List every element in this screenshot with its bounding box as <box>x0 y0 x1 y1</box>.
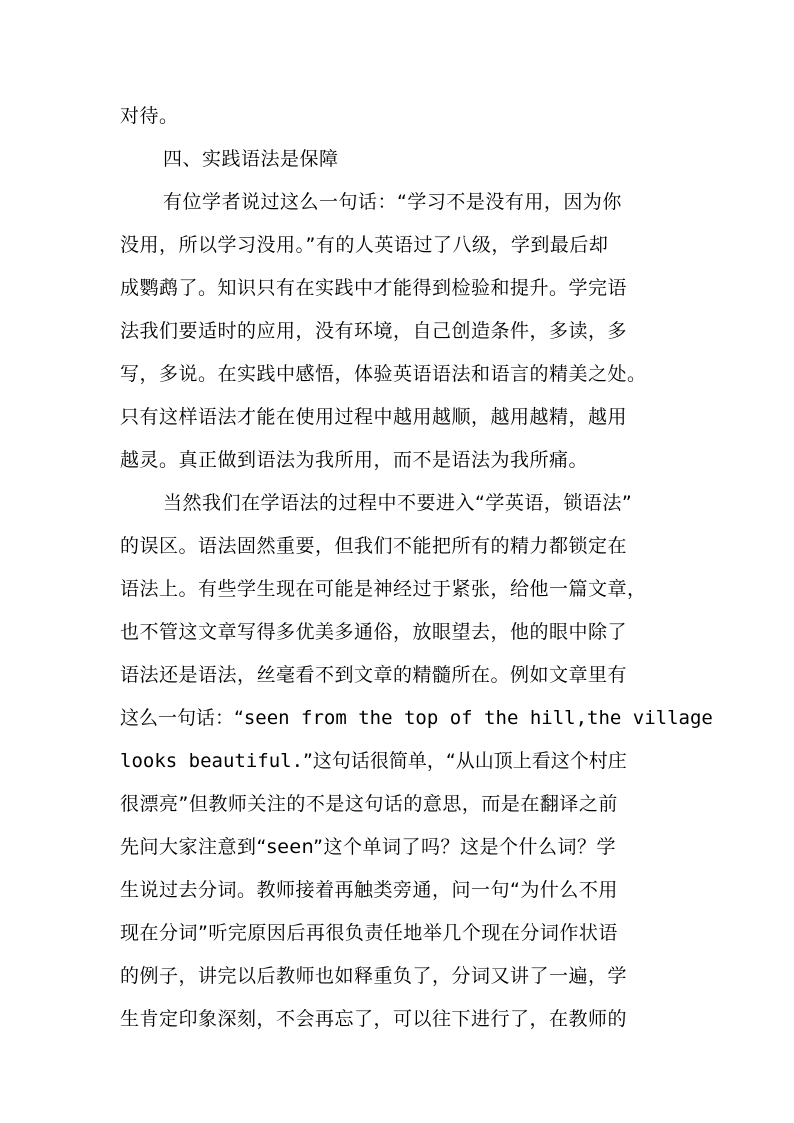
text-line-8: 只有这样语法才能在使用过程中越用越顺，越用越精，越用 <box>120 406 628 428</box>
text-line-7: 写，多说。在实践中感悟，体验英语语法和语言的精美之处。 <box>120 363 647 385</box>
text-line-16 <box>120 749 627 773</box>
text-line-22: 生肯定印象深刻，不会再忘了，可以往下进行了，在教师的 <box>120 1008 628 1030</box>
text-line-19: 生说过去分词。教师接着再触类旁通，问一句“为什么不用 <box>120 879 618 901</box>
text-line-3: 有位学者说过这么一句话：“学习不是没有用，因为你 <box>163 191 622 213</box>
text-line-9: 越灵。真正做到语法为我所用，而不是语法为我所痛。 <box>120 449 589 471</box>
text-line-13: 也不管这文章写得多优美多通俗，放眼望去，他的眼中除了 <box>120 621 628 643</box>
text-line-15-cn: 这么一句话：“ <box>120 707 244 729</box>
text-line-20: 现在分词”听完原因后再很负责任地举几个现在分词作状语 <box>120 922 618 944</box>
text-line-12: 语法上。有些学生现在可能是神经过于紧张，给他一篇文章， <box>120 578 647 600</box>
text-line-17: 很漂亮”但教师关注的不是这句话的意思，而是在翻译之前 <box>120 793 618 815</box>
text-line-6: 法我们要适时的应用，没有环境，自己创造条件，多读，多 <box>120 320 628 342</box>
text-line-10: 当然我们在学语法的过程中不要进入“学英语，锁语法” <box>163 492 633 514</box>
text-line-16-en: looks beautiful. <box>120 750 304 772</box>
text-line-21: 的例子，讲完以后教师也如释重负了，分词又讲了一遍，学 <box>120 965 628 987</box>
text-line-11: 的误区。语法固然重要，但我们不能把所有的精力都锁定在 <box>120 535 628 557</box>
text-line-16-cn: ”这句话很简单，“从山顶上看这个村庄 <box>303 750 627 772</box>
text-line-1: 对待。 <box>120 105 179 127</box>
text-line-15-en: seen from the top of the hill,the village <box>243 707 713 729</box>
text-line-15 <box>120 706 713 730</box>
text-line-18: 先问大家注意到“seen”这个单词了吗？这是个什么词？学 <box>120 836 616 858</box>
text-line-4: 没用，所以学习没用。”有的人英语过了八级，学到最后却 <box>120 234 609 256</box>
text-line-5: 成鹦鹉了。知识只有在实践中才能得到检验和提升。学完语 <box>120 277 628 299</box>
text-line-14: 语法还是语法，丝毫看不到文章的精髓所在。例如文章里有 <box>120 664 628 686</box>
section-heading: 四、实践语法是保障 <box>163 148 339 170</box>
